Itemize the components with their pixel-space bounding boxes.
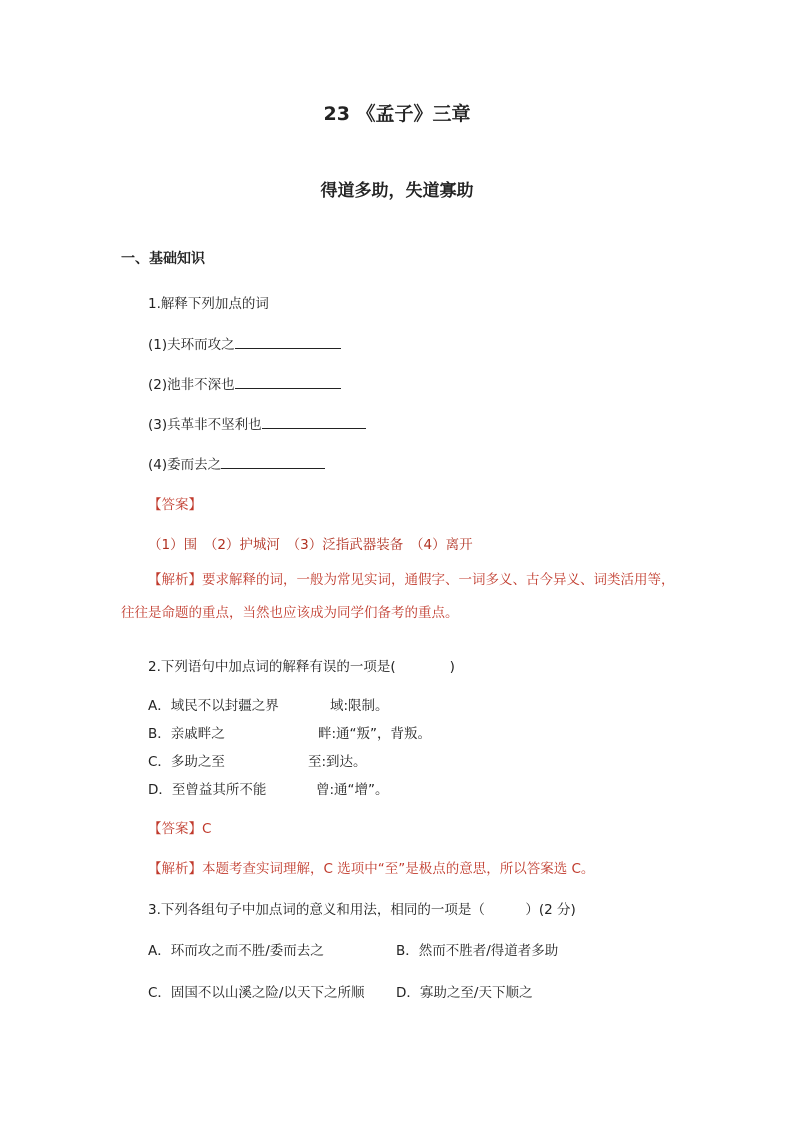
option-b-explanation: 畔:通“叛”，背叛。	[318, 726, 432, 742]
option-d-text: D．至曾益其所不能	[148, 782, 267, 798]
option-c-text: C．多助之至	[148, 754, 225, 770]
option-a-text: A．域民不以封疆之界	[148, 698, 279, 714]
answer-label: 【答案】	[148, 821, 202, 837]
answer-blank[interactable]	[235, 374, 341, 389]
question-1-item-1	[148, 333, 341, 353]
question-1-item-4	[148, 453, 325, 473]
analysis-text-line2: 往往是命题的重点，当然也应该成为同学们备考的重点。	[121, 605, 459, 621]
item-text: (3)兵革非不坚利也	[148, 417, 262, 433]
option-b-pair: B．然而不胜者/得道者多助	[396, 943, 559, 959]
section-heading: 一、基础知识	[121, 251, 205, 267]
option-d-explanation: 曾:通“增”。	[316, 782, 389, 798]
page-subtitle: 得道多助，失道寡助	[320, 181, 474, 201]
item-text: (4)委而去之	[148, 457, 222, 473]
answer-blank[interactable]	[221, 454, 325, 469]
option-a-explanation: 域:限制。	[330, 698, 389, 714]
question-1-item-3	[148, 413, 366, 433]
question-2-analysis	[148, 857, 594, 877]
question-1-analysis	[148, 568, 675, 588]
question-2-answer	[148, 817, 211, 837]
question-1-answer: （1）围 （2）护城河 （3）泛指武器装备 （4）离开	[148, 537, 473, 553]
option-b-text: B．亲戚畔之	[148, 726, 225, 742]
analysis-label: 【解析】	[148, 861, 202, 877]
question-1-item-2	[148, 373, 341, 393]
question-1-stem: 1.解释下列加点的词	[148, 296, 269, 312]
analysis-label: 【解析】	[148, 572, 202, 588]
option-c-pair: C．固国不以山溪之险/以天下之所顺	[148, 985, 365, 1001]
question-2-answer-value: C	[202, 821, 212, 837]
answer-blank[interactable]	[235, 334, 341, 349]
item-text: (1)夫环而攻之	[148, 337, 235, 353]
answer-blank[interactable]	[262, 414, 366, 429]
answer-label: 【答案】	[148, 497, 202, 513]
page-title: 23 《孟子》三章	[323, 103, 471, 125]
analysis-text-line1: 要求解释的词，一般为常见实词，通假字、一词多义、古今异义、词类活用等，	[202, 572, 675, 588]
question-3-stem: 3.下列各组句子中加点词的意义和用法，相同的一项是（ ）(2 分)	[148, 902, 576, 918]
item-text: (2)池非不深也	[148, 377, 235, 393]
question-2-analysis-text: 本题考查实词理解，C 选项中“至”是极点的意思，所以答案选 C。	[202, 861, 595, 877]
option-c-explanation: 至:到达。	[308, 754, 367, 770]
option-d-pair: D．寡助之至/天下顺之	[396, 985, 533, 1001]
option-a-pair: A．环而攻之而不胜/委而去之	[148, 943, 324, 959]
question-2-stem: 2.下列语句中加点词的解释有误的一项是( )	[148, 659, 455, 675]
